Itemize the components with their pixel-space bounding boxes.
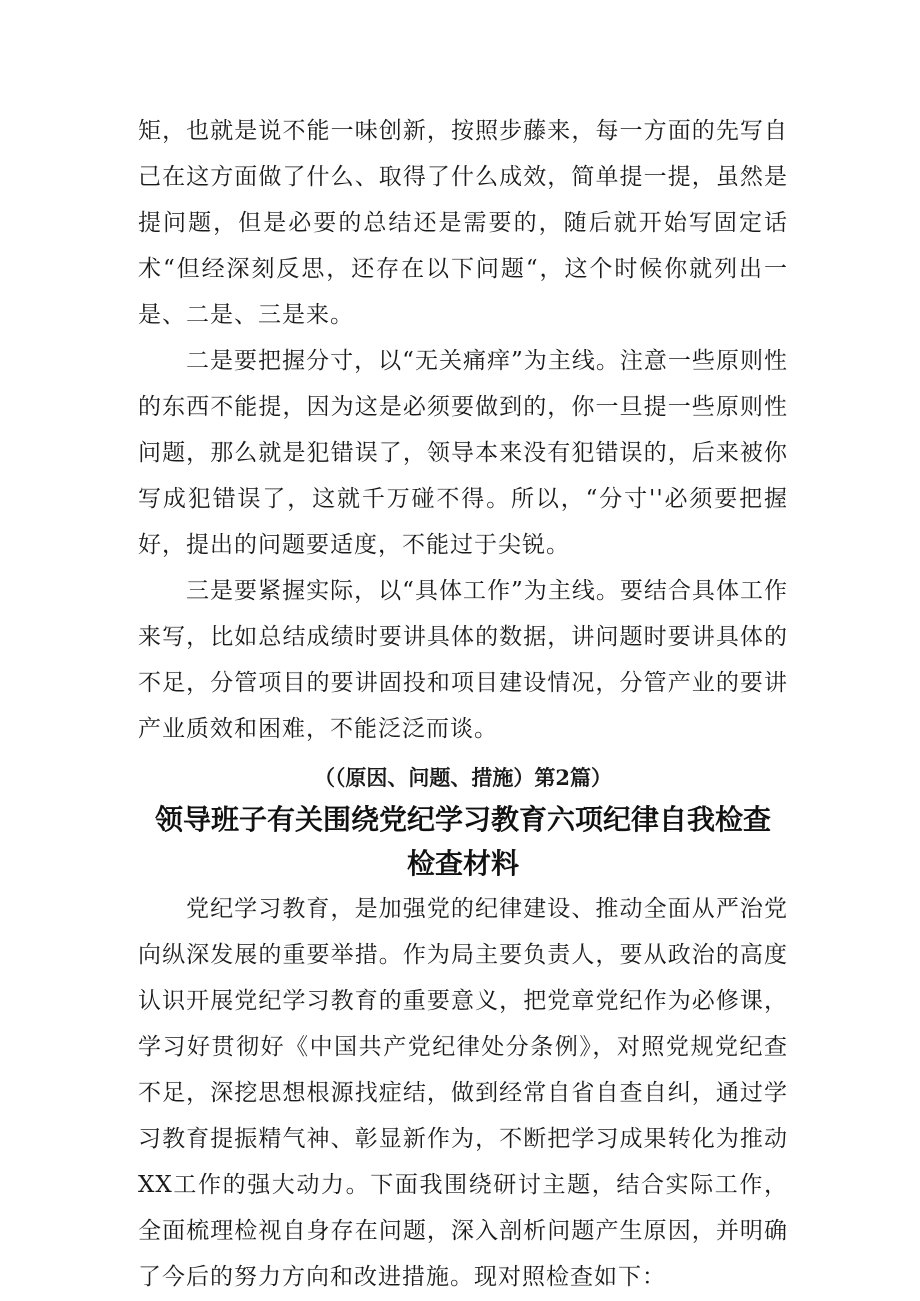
paragraph-continuation: 矩，也就是说不能一味创新，按照步藤来，每一方面的先写自己在这方面做了什么、取得了什么成效，简单提一提，虽然是提问题，但是必要的总结还是需要的，随后就开始写固定话术“但经深刻反思，还存在以下问题“，这个时候你就列出一是、二是、三是来。 — [138, 118, 788, 328]
paragraph-intro: 党纪学习教育，是加强党的纪律建设、推动全面从严治党向纵深发展的重要举措。作为局主要负责人，要从政治的高度认识开展党纪学习教育的重要意义，把党章党纪作为必修课，学习好贯彻好《中国共产党纪律处分条例》，对照党规党纪查不足，深挖思想根源找症结，做到经常自省自查自纠，通过学习教育提振精气神、彰显新作为，不断把学习成果转化为推动XX工作的强大动力。下面我围绕研讨主题，结合实际工作，全面梳理检视自身存在问题，深入剖析问题产生原因，并明确了今后的努力方向和改进措施。现对照检查如下： — [138, 896, 788, 1290]
section-subtitle: （（原因、问题、措施）第2篇） — [313, 765, 613, 790]
document-title: 领导班子有关围绕党纪学习教育六项纪律自我检查检查材料 — [154, 803, 771, 880]
paragraph-point-three: 三是要紧握实际，以“具体工作”为主线。要结合具体工作来写，比如总结成绩时要讲具体的数据，讲问题时要讲具体的不足，分管项目的要讲固投和项目建设情况，分管产业的要讲产业质效和困难，不能泛泛而谈。 — [138, 578, 788, 742]
paragraph-point-two: 二是要把握分寸，以“无关痛痒”为主线。注意一些原则性的东西不能提，因为这是必须要做到的，你一旦提一些原则性问题，那么就是犯错误了，领导本来没有犯错误的，后来被你写成犯错误了，这就千万碰不得。所以，“分寸''必须要把握好，提出的问题要适度，不能过于尖锐。 — [138, 348, 788, 558]
document-body — [138, 108, 788, 1300]
